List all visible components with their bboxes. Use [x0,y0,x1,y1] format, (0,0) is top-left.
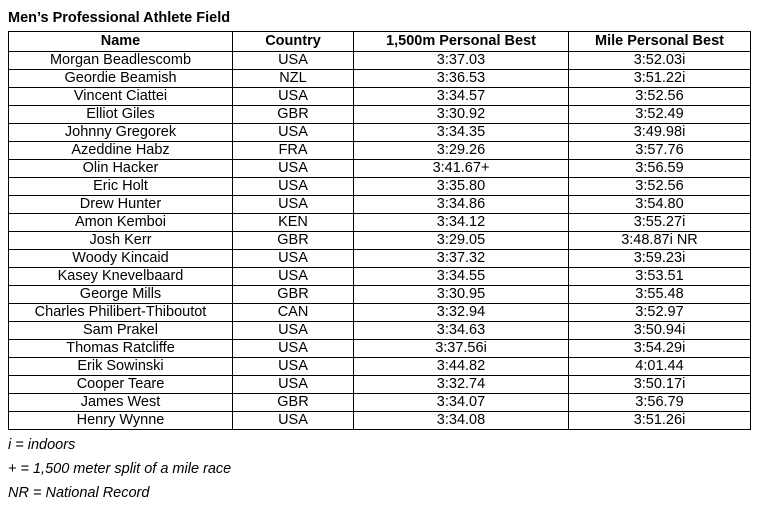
country-cell: USA [233,268,354,286]
table-row [9,70,751,88]
athlete-name-cell: Drew Hunter [9,196,233,214]
country-cell: USA [233,412,354,430]
athlete-name-cell: Olin Hacker [9,160,233,178]
footnote-split: + = 1,500 meter split of a mile race [8,461,232,477]
athlete-name-cell: Geordie Beamish [9,70,233,88]
pb-1500m-cell: 3:29.05 [354,232,569,250]
table-row [9,412,751,430]
athlete-name-cell: James West [9,394,233,412]
pb-1500m-cell: 3:34.55 [354,268,569,286]
pb-mile-cell: 3:51.26i [569,412,751,430]
athlete-name-cell: Johnny Gregorek [9,124,233,142]
table-row [9,178,751,196]
pb-1500m-cell: 3:34.07 [354,394,569,412]
column-header-1500m-pb: 1,500m Personal Best [354,32,569,52]
pb-mile-cell: 3:48.87i NR [569,232,751,250]
pb-mile-cell: 3:56.79 [569,394,751,412]
column-header-country: Country [233,32,354,52]
pb-mile-cell: 3:53.51 [569,268,751,286]
page-title: Men’s Professional Athlete Field [8,10,231,26]
pb-1500m-cell: 3:34.57 [354,88,569,106]
athlete-name-cell: Thomas Ratcliffe [9,340,233,358]
table-header-row [9,32,751,52]
athlete-name-cell: Amon Kemboi [9,214,233,232]
table-row [9,196,751,214]
table-row [9,304,751,322]
table-row [9,322,751,340]
pb-mile-cell: 3:50.17i [569,376,751,394]
pb-1500m-cell: 3:41.67+ [354,160,569,178]
country-cell: KEN [233,214,354,232]
pb-mile-cell: 3:59.23i [569,250,751,268]
table-row [9,106,751,124]
pb-1500m-cell: 3:36.53 [354,70,569,88]
table-row [9,268,751,286]
pb-mile-cell: 3:51.22i [569,70,751,88]
pb-mile-cell: 3:57.76 [569,142,751,160]
column-header-mile-pb: Mile Personal Best [569,32,751,52]
athlete-name-cell: Elliot Giles [9,106,233,124]
table-row [9,250,751,268]
country-cell: NZL [233,70,354,88]
pb-1500m-cell: 3:32.94 [354,304,569,322]
athlete-name-cell: Henry Wynne [9,412,233,430]
athlete-name-cell: George Mills [9,286,233,304]
country-cell: USA [233,340,354,358]
pb-mile-cell: 3:52.03i [569,52,751,70]
athlete-name-cell: Woody Kincaid [9,250,233,268]
athlete-name-cell: Cooper Teare [9,376,233,394]
table-row [9,232,751,250]
country-cell: CAN [233,304,354,322]
pb-1500m-cell: 3:34.35 [354,124,569,142]
pb-mile-cell: 3:50.94i [569,322,751,340]
pb-mile-cell: 4:01.44 [569,358,751,376]
pb-1500m-cell: 3:37.32 [354,250,569,268]
footnote-national-record: NR = National Record [8,485,150,501]
table-body [9,52,751,430]
country-cell: GBR [233,106,354,124]
country-cell: USA [233,52,354,70]
pb-1500m-cell: 3:34.63 [354,322,569,340]
athlete-table [8,31,751,430]
pb-mile-cell: 3:54.80 [569,196,751,214]
athlete-name-cell: Vincent Ciattei [9,88,233,106]
pb-mile-cell: 3:55.48 [569,286,751,304]
table-row [9,286,751,304]
pb-mile-cell: 3:52.56 [569,178,751,196]
pb-mile-cell: 3:49.98i [569,124,751,142]
table-row [9,52,751,70]
pb-1500m-cell: 3:37.56i [354,340,569,358]
table-row [9,88,751,106]
country-cell: USA [233,322,354,340]
country-cell: USA [233,160,354,178]
table-row [9,160,751,178]
athlete-name-cell: Charles Philibert-Thiboutot [9,304,233,322]
pb-mile-cell: 3:54.29i [569,340,751,358]
athlete-name-cell: Azeddine Habz [9,142,233,160]
country-cell: USA [233,88,354,106]
country-cell: GBR [233,394,354,412]
country-cell: USA [233,124,354,142]
pb-1500m-cell: 3:34.08 [354,412,569,430]
pb-mile-cell: 3:55.27i [569,214,751,232]
country-cell: USA [233,358,354,376]
country-cell: USA [233,196,354,214]
table-row [9,394,751,412]
pb-1500m-cell: 3:35.80 [354,178,569,196]
pb-1500m-cell: 3:32.74 [354,376,569,394]
country-cell: FRA [233,142,354,160]
country-cell: GBR [233,232,354,250]
pb-1500m-cell: 3:30.92 [354,106,569,124]
country-cell: GBR [233,286,354,304]
country-cell: USA [233,250,354,268]
footnotes [8,436,231,508]
pb-1500m-cell: 3:30.95 [354,286,569,304]
athlete-name-cell: Erik Sowinski [9,358,233,376]
pb-1500m-cell: 3:37.03 [354,52,569,70]
athlete-name-cell: Morgan Beadlescomb [9,52,233,70]
table-row [9,340,751,358]
pb-mile-cell: 3:52.97 [569,304,751,322]
pb-1500m-cell: 3:44.82 [354,358,569,376]
athlete-name-cell: Kasey Knevelbaard [9,268,233,286]
athlete-name-cell: Josh Kerr [9,232,233,250]
pb-1500m-cell: 3:29.26 [354,142,569,160]
athlete-name-cell: Sam Prakel [9,322,233,340]
athlete-name-cell: Eric Holt [9,178,233,196]
table-row [9,376,751,394]
country-cell: USA [233,376,354,394]
country-cell: USA [233,178,354,196]
table-row [9,358,751,376]
column-header-name: Name [9,32,233,52]
pb-mile-cell: 3:52.56 [569,88,751,106]
pb-1500m-cell: 3:34.12 [354,214,569,232]
pb-mile-cell: 3:56.59 [569,160,751,178]
table-row [9,142,751,160]
table-row [9,124,751,142]
pb-mile-cell: 3:52.49 [569,106,751,124]
pb-1500m-cell: 3:34.86 [354,196,569,214]
table-row [9,214,751,232]
footnote-indoors: i = indoors [8,437,76,453]
